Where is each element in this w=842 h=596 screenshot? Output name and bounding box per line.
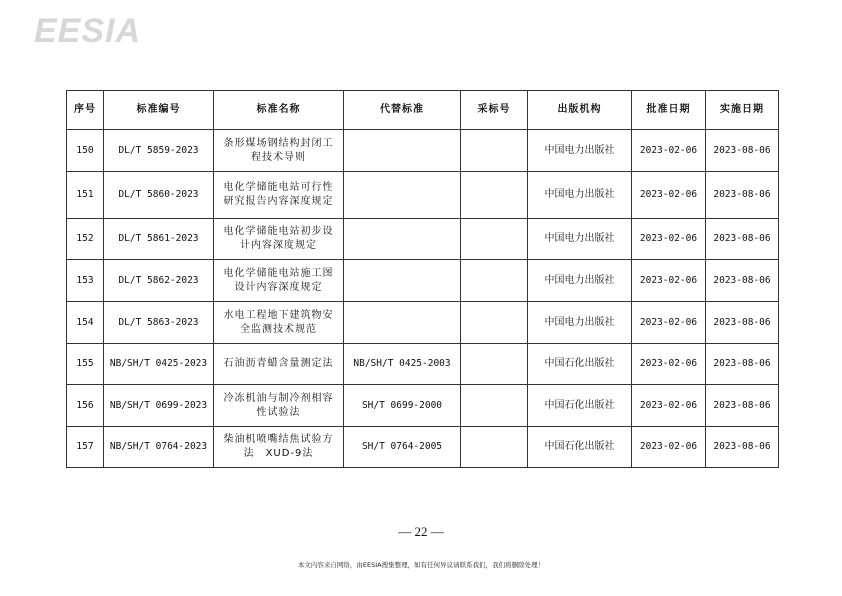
cell-effective: 2023-08-06 xyxy=(706,260,779,302)
cell-effective: 2023-08-06 xyxy=(706,385,779,427)
cell-seq: 150 xyxy=(67,130,104,172)
cell-adopted xyxy=(461,172,528,219)
cell-code: DL/T 5862-2023 xyxy=(104,260,214,302)
cell-name: 条形煤场钢结构封闭工程技术导则 xyxy=(214,130,344,172)
cell-code: DL/T 5863-2023 xyxy=(104,302,214,344)
cell-code: NB/SH/T 0699-2023 xyxy=(104,385,214,427)
header-effective: 实施日期 xyxy=(706,91,779,130)
cell-publisher: 中国电力出版社 xyxy=(528,302,632,344)
cell-name: 电化学储能电站可行性研究报告内容深度规定 xyxy=(214,172,344,219)
header-replaces: 代替标准 xyxy=(344,91,461,130)
cell-seq: 151 xyxy=(67,172,104,219)
cell-adopted xyxy=(461,260,528,302)
cell-effective: 2023-08-06 xyxy=(706,344,779,385)
cell-name: 电化学储能电站初步设计内容深度规定 xyxy=(214,219,344,260)
cell-adopted xyxy=(461,385,528,427)
cell-seq: 152 xyxy=(67,219,104,260)
table-row xyxy=(67,219,779,260)
cell-replaces xyxy=(344,172,461,219)
cell-publisher: 中国电力出版社 xyxy=(528,219,632,260)
footer-disclaimer: 本文内容来自网络，由EESIA搜集整理，如有任何异议请联系我们，我们将删除处理！ xyxy=(297,561,545,569)
cell-name: 柴油机喷嘴结焦试验方法 XUD-9法 xyxy=(214,427,344,468)
cell-approved: 2023-02-06 xyxy=(632,427,706,468)
standards-table xyxy=(66,90,779,468)
eesia-logo: EESIA xyxy=(34,12,142,50)
cell-publisher: 中国石化出版社 xyxy=(528,385,632,427)
table-row xyxy=(67,427,779,468)
cell-replaces xyxy=(344,219,461,260)
cell-publisher: 中国石化出版社 xyxy=(528,344,632,385)
cell-publisher: 中国电力出版社 xyxy=(528,130,632,172)
cell-approved: 2023-02-06 xyxy=(632,172,706,219)
cell-approved: 2023-02-06 xyxy=(632,219,706,260)
cell-adopted xyxy=(461,219,528,260)
table-row xyxy=(67,260,779,302)
cell-name: 电化学储能电站施工图设计内容深度规定 xyxy=(214,260,344,302)
cell-seq: 155 xyxy=(67,344,104,385)
cell-code: DL/T 5859-2023 xyxy=(104,130,214,172)
header-seq: 序号 xyxy=(67,91,104,130)
header-adopted: 采标号 xyxy=(461,91,528,130)
table-row xyxy=(67,344,779,385)
cell-code: NB/SH/T 0425-2023 xyxy=(104,344,214,385)
cell-publisher: 中国电力出版社 xyxy=(528,260,632,302)
cell-name: 冷冻机油与制冷剂相容性试验法 xyxy=(214,385,344,427)
cell-replaces xyxy=(344,260,461,302)
cell-approved: 2023-02-06 xyxy=(632,302,706,344)
header-publisher: 出版机构 xyxy=(528,91,632,130)
cell-effective: 2023-08-06 xyxy=(706,219,779,260)
cell-effective: 2023-08-06 xyxy=(706,130,779,172)
header-name: 标准名称 xyxy=(214,91,344,130)
cell-approved: 2023-02-06 xyxy=(632,260,706,302)
cell-seq: 154 xyxy=(67,302,104,344)
cell-publisher: 中国电力出版社 xyxy=(528,172,632,219)
cell-effective: 2023-08-06 xyxy=(706,172,779,219)
cell-seq: 153 xyxy=(67,260,104,302)
table-row xyxy=(67,130,779,172)
cell-replaces: SH/T 0699-2000 xyxy=(344,385,461,427)
cell-adopted xyxy=(461,302,528,344)
cell-code: DL/T 5861-2023 xyxy=(104,219,214,260)
header-code: 标准编号 xyxy=(104,91,214,130)
cell-approved: 2023-02-06 xyxy=(632,130,706,172)
cell-name: 石油沥青蜡含量测定法 xyxy=(214,344,344,385)
cell-code: NB/SH/T 0764-2023 xyxy=(104,427,214,468)
cell-name: 水电工程地下建筑物安全监测技术规范 xyxy=(214,302,344,344)
table-row xyxy=(67,302,779,344)
table-row xyxy=(67,172,779,219)
cell-adopted xyxy=(461,344,528,385)
cell-adopted xyxy=(461,130,528,172)
table-header-row xyxy=(67,91,779,130)
cell-publisher: 中国石化出版社 xyxy=(528,427,632,468)
header-approved: 批准日期 xyxy=(632,91,706,130)
cell-replaces: NB/SH/T 0425-2003 xyxy=(344,344,461,385)
page-number: — 22 — xyxy=(398,524,444,539)
cell-seq: 156 xyxy=(67,385,104,427)
cell-code: DL/T 5860-2023 xyxy=(104,172,214,219)
cell-adopted xyxy=(461,427,528,468)
cell-approved: 2023-02-06 xyxy=(632,385,706,427)
cell-seq: 157 xyxy=(67,427,104,468)
cell-effective: 2023-08-06 xyxy=(706,302,779,344)
cell-approved: 2023-02-06 xyxy=(632,344,706,385)
cell-replaces: SH/T 0764-2005 xyxy=(344,427,461,468)
cell-effective: 2023-08-06 xyxy=(706,427,779,468)
cell-replaces xyxy=(344,302,461,344)
table-row xyxy=(67,385,779,427)
cell-replaces xyxy=(344,130,461,172)
